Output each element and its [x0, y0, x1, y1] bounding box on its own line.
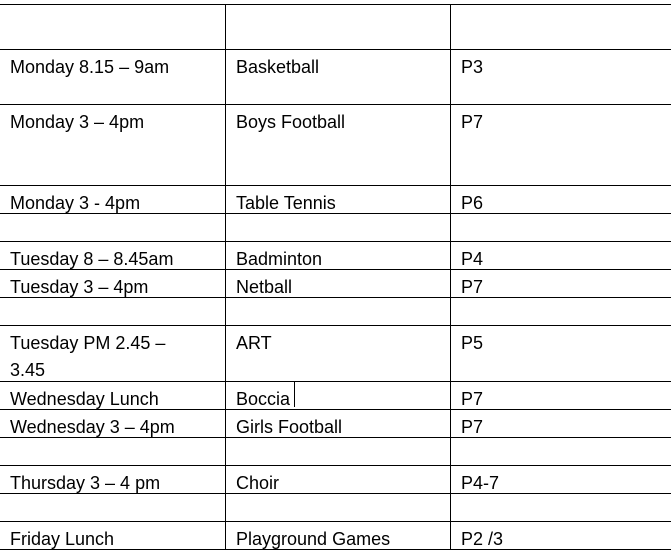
class-cell: [450, 298, 671, 325]
table-row-header-blank: [0, 4, 671, 49]
day-time-cell: [0, 214, 225, 241]
day-time-cell: Friday Lunch: [10, 529, 115, 549]
class-cell: P7: [450, 270, 671, 297]
day-time-cell: [0, 298, 225, 325]
activity-cell: Playground Games: [225, 522, 450, 549]
day-time-cell: Wednesday Lunch: [10, 389, 159, 409]
class-cell: [450, 214, 671, 241]
table-row: [0, 465, 671, 493]
activity-cell: [225, 494, 450, 521]
class-cell: [450, 494, 671, 521]
table-row: [0, 241, 671, 269]
activity-cell: Table Tennis: [225, 186, 450, 213]
class-cell: P7: [450, 105, 671, 185]
class-cell: P3: [450, 50, 671, 104]
day-time-cell: Wednesday 3 – 4pm: [10, 417, 175, 437]
table-row-blank: [0, 437, 671, 465]
activity-cell: Girls Football: [225, 410, 450, 437]
table-row: [0, 269, 671, 297]
class-cell: P2 /3: [450, 522, 671, 549]
table-row: [0, 409, 671, 437]
day-time-cell: [0, 494, 225, 521]
class-cell: P4: [450, 242, 671, 269]
table-row: [0, 521, 671, 550]
activity-cell: ART: [225, 326, 450, 381]
activity-cell: [225, 214, 450, 241]
activity-cell: [225, 5, 450, 49]
table-row-blank: [0, 213, 671, 241]
day-time-cell: Tuesday PM 2.45 – 3.45: [10, 333, 166, 380]
class-cell: [450, 5, 671, 49]
cell-divider-mark: [294, 381, 295, 407]
class-cell: P5: [450, 326, 671, 381]
table-row: [0, 185, 671, 213]
class-cell: P6: [450, 186, 671, 213]
day-time-cell: Monday 3 – 4pm: [10, 112, 145, 132]
activity-cell: Boys Football: [225, 105, 450, 185]
class-cell: P4-7: [450, 466, 671, 493]
table-row: [0, 381, 671, 409]
activity-cell: Netball: [225, 270, 450, 297]
activity-cell: [225, 298, 450, 325]
activity-cell: Boccia: [225, 382, 450, 409]
table-row-blank: [0, 493, 671, 521]
activity-cell: [225, 438, 450, 465]
table-row: [0, 49, 671, 104]
class-cell: P7: [450, 410, 671, 437]
activity-cell: Basketball: [225, 50, 450, 104]
table-row: [0, 325, 671, 381]
table-row: [0, 104, 671, 185]
day-time-cell: [0, 5, 225, 49]
day-time-cell: Tuesday 8 – 8.45am: [10, 249, 174, 269]
day-time-cell: Monday 3 - 4pm: [10, 193, 141, 213]
class-cell: [450, 438, 671, 465]
day-time-cell: Monday 8.15 – 9am: [10, 57, 170, 77]
table-row-blank: [0, 297, 671, 325]
day-time-cell: Tuesday 3 – 4pm: [10, 277, 149, 297]
class-cell: P7: [450, 382, 671, 409]
day-time-cell: [0, 438, 225, 465]
activity-cell: Choir: [225, 466, 450, 493]
day-time-cell: Thursday 3 – 4 pm: [10, 473, 161, 493]
activity-cell: Badminton: [225, 242, 450, 269]
activity-table: [0, 4, 671, 550]
